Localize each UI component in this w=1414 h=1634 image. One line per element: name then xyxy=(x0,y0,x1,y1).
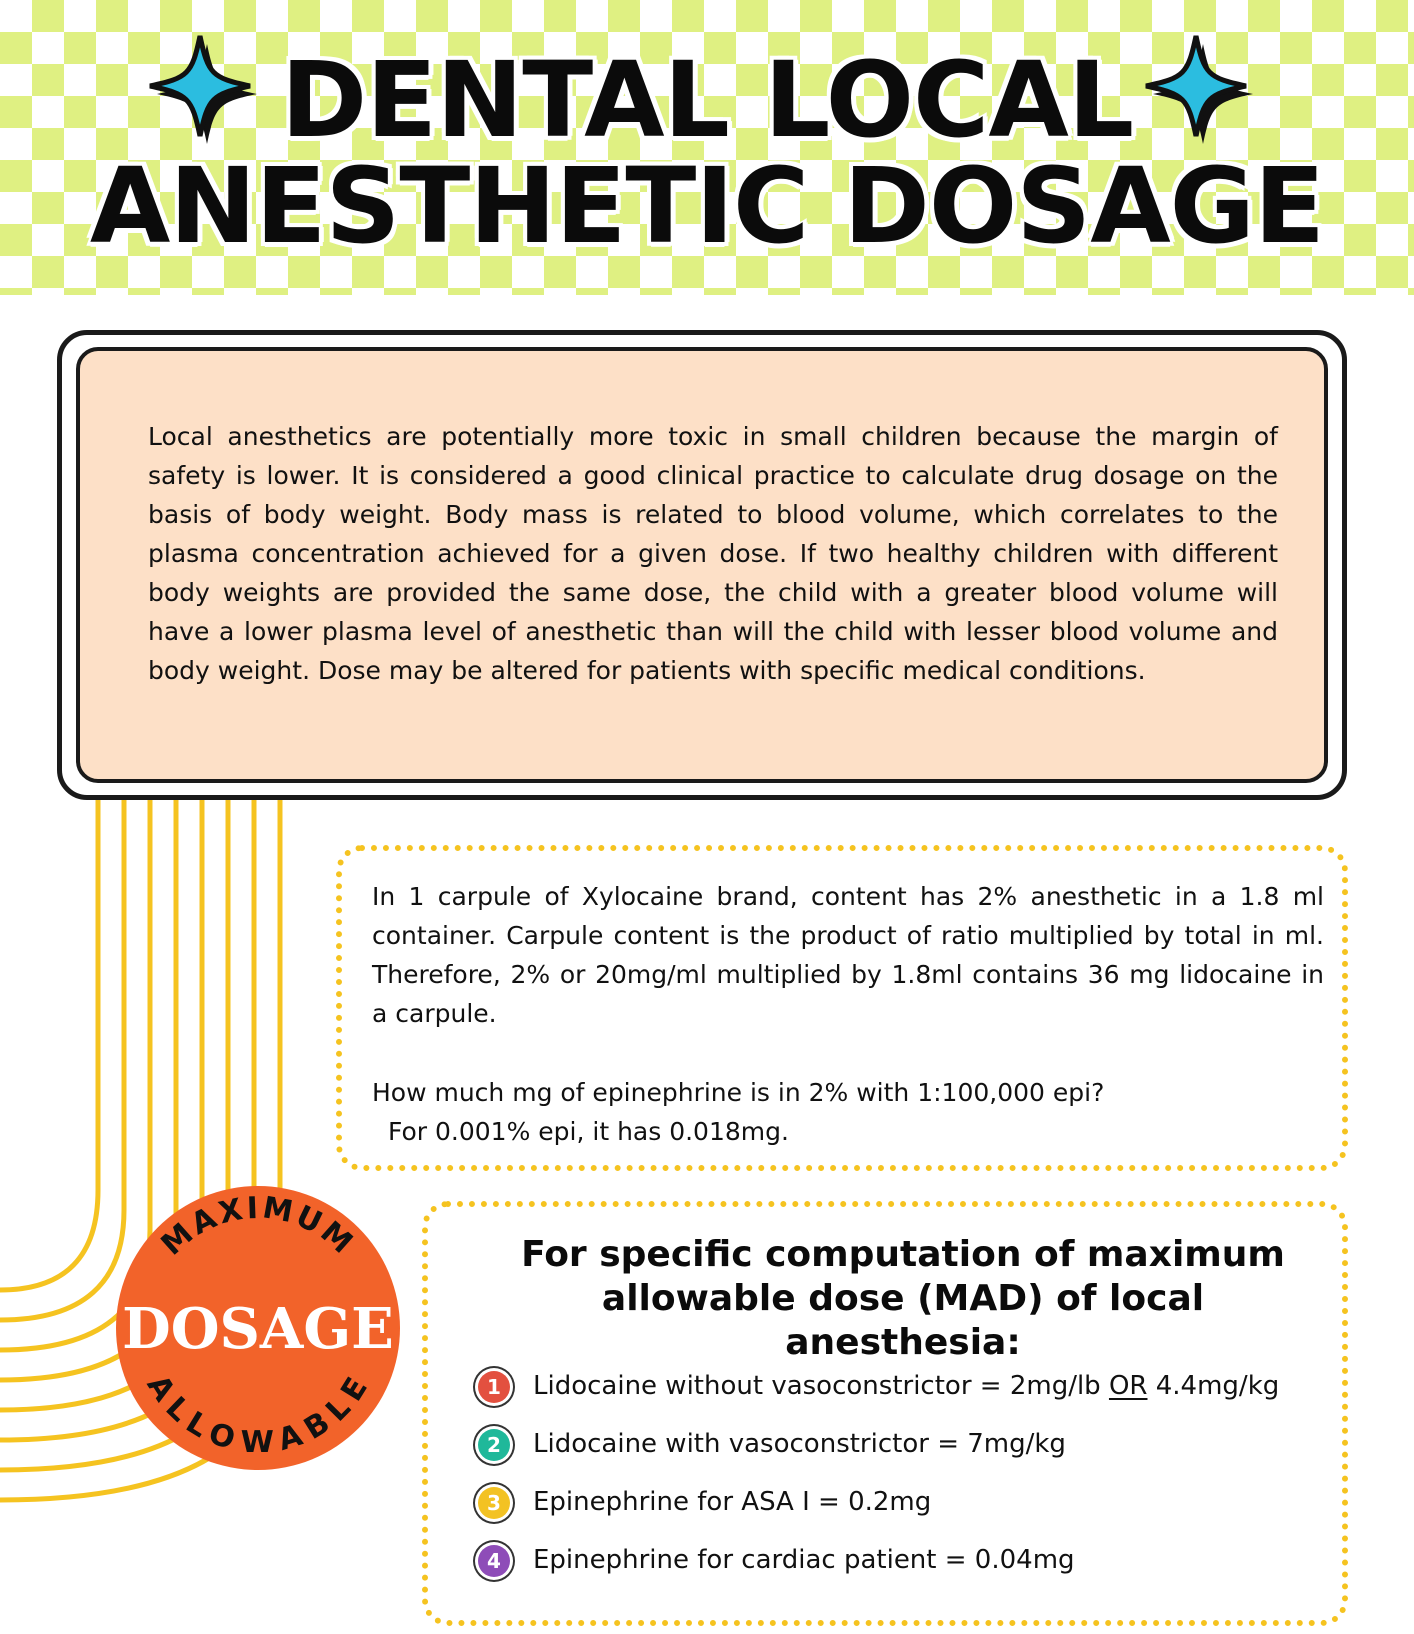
carpule-info-card xyxy=(336,845,1348,1171)
page-title-line2: ANESTHETIC DOSAGE xyxy=(89,145,1325,267)
stamp-top-text: MAXIMUM xyxy=(154,1190,362,1263)
epinephrine-question: How much mg of epinephrine is in 2% with 1:100,000 epi? xyxy=(372,1078,1105,1107)
list-item xyxy=(468,1365,1328,1423)
mad-card xyxy=(422,1201,1348,1626)
mad-item-text: Epinephrine for cardiac patient = 0.04mg xyxy=(533,1545,1075,1575)
mad-title-line2: allowable dose (MAD) of local anesthesia: xyxy=(601,1278,1205,1363)
number-badge: 4 xyxy=(478,1545,510,1577)
mad-title-line1: For specific computation of maximum xyxy=(521,1234,1285,1275)
stamp-center-text: DOSAGE xyxy=(122,1296,394,1362)
list-item xyxy=(468,1423,1328,1481)
mad-item-text: Lidocaine without vasoconstrictor = 2mg/lb OR 4.4mg/kg xyxy=(533,1371,1280,1401)
intro-card-inner xyxy=(76,347,1328,783)
list-item xyxy=(468,1481,1328,1539)
intro-card xyxy=(57,330,1347,800)
mad-title xyxy=(488,1233,1318,1365)
page-title-line1: DENTAL LOCAL xyxy=(280,39,1134,161)
number-badge: 1 xyxy=(478,1371,510,1403)
epinephrine-answer: For 0.001% epi, it has 0.018mg. xyxy=(388,1117,789,1146)
carpule-paragraph: In 1 carpule of Xylocaine brand, content has 2% anesthetic in a 1.8 ml container. Carpule content is the product of ratio multiplied by total in ml. Therefore, 2% or 20mg/ml multiplied by 1.8ml contains 36 mg lidocaine in a carpule. xyxy=(372,882,1324,1028)
number-badge: 3 xyxy=(478,1487,510,1519)
number-badge: 2 xyxy=(478,1429,510,1461)
mad-item-text: Epinephrine for ASA I = 0.2mg xyxy=(533,1487,932,1517)
intro-text: Local anesthetics are potentially more toxic in small children because the margin of safety is lower. It is considered a good clinical practice to calculate drug dosage on the basis of body weight. Body mass is related to blood volume, which correlates to the plasma concentration achieved for a given dose. If two healthy children with different body weights are provided the same dose, the child with a greater blood volume will have a lower plasma level of anesthetic than will the child with lesser blood volume and body weight. Dose may be altered for patients with specific medical conditions. xyxy=(148,422,1278,685)
mad-list xyxy=(468,1365,1328,1597)
maximum-allowable-dosage-stamp xyxy=(108,1178,408,1478)
checkered-header xyxy=(0,0,1414,295)
stamp-bottom-text: ALLOWABLE xyxy=(140,1368,377,1460)
mad-item-text: Lidocaine with vasoconstrictor = 7mg/kg xyxy=(533,1429,1066,1459)
list-item xyxy=(468,1539,1328,1597)
